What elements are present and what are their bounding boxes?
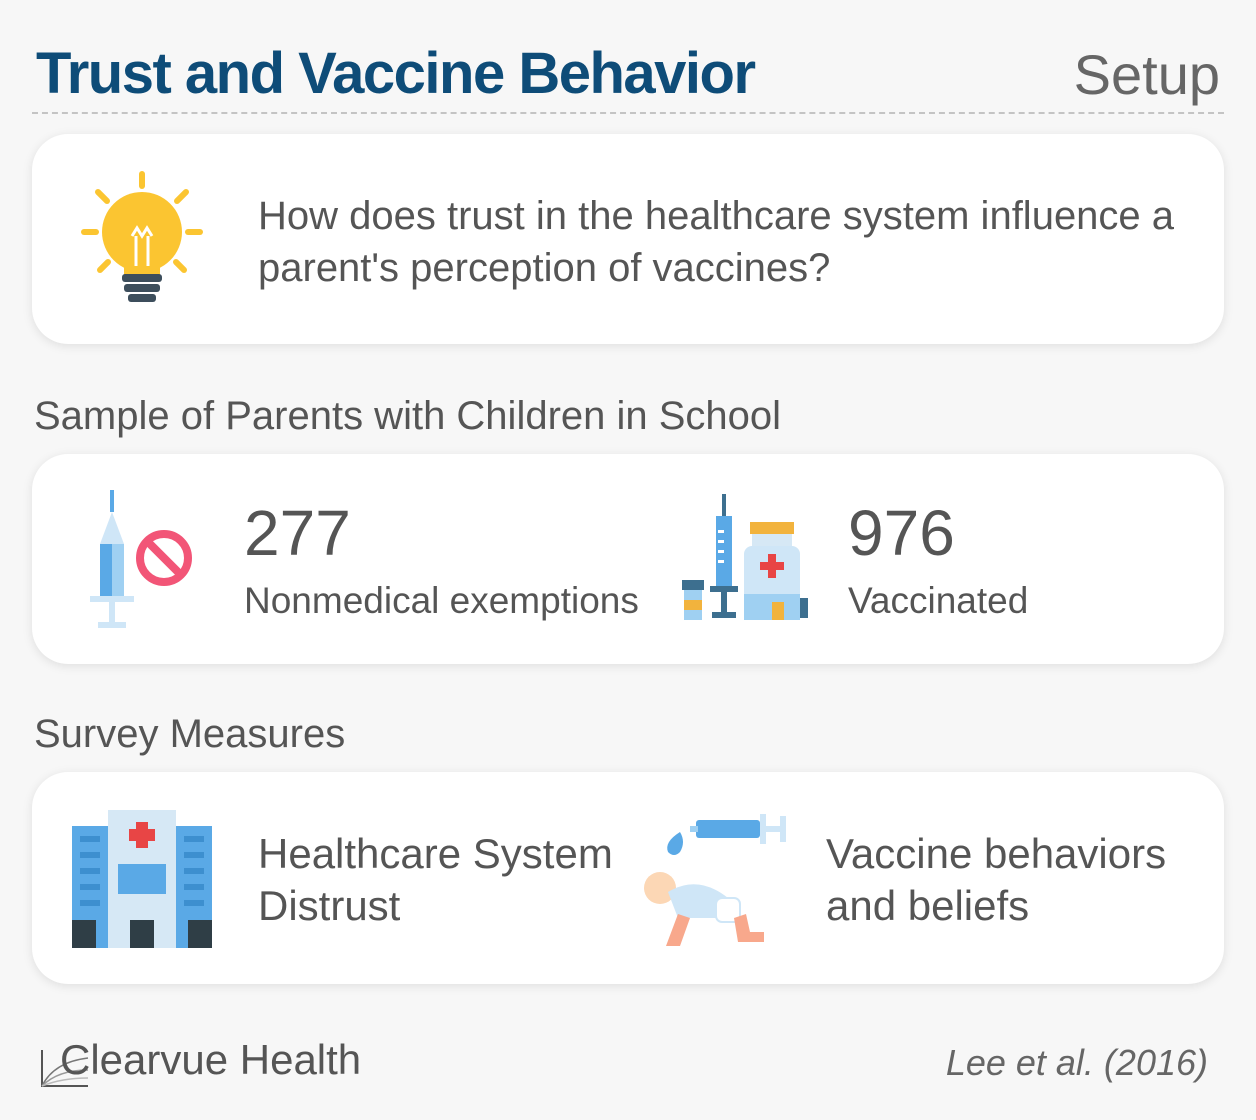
hospital-icon [72,810,212,948]
lightbulb-icon [80,170,204,310]
measures-heading: Survey Measures [34,712,346,756]
header [32,36,1224,114]
measure-vaccine-label: Vaccine behaviors and beliefs [826,830,1167,929]
sample-heading: Sample of Parents with Children in School [34,394,782,438]
stat-exemptions-label: Nonmedical exemptions [244,580,639,621]
measures-card [32,772,1224,984]
brand-name: Clearvue Health [60,1036,362,1083]
measure-distrust-label: Healthcare System Distrust [258,830,613,929]
stat-vaccinated-value: 976 [848,497,955,569]
research-question: How does trust in the healthcare system influence a parent's perception of vaccines? [258,194,1175,290]
citation: Lee et al. (2016) [945,1042,1208,1083]
page-title: Trust and Vaccine Behavior [36,41,755,106]
stat-exemptions-value: 277 [244,497,351,569]
syringe-prohibited-icon [84,488,200,632]
question-card [32,134,1224,344]
section-label: Setup [1073,43,1220,106]
vaccine-supplies-icon [678,490,812,624]
sample-card [32,454,1224,664]
baby-vaccine-icon [638,806,788,952]
stat-vaccinated-label: Vaccinated [848,580,1029,621]
